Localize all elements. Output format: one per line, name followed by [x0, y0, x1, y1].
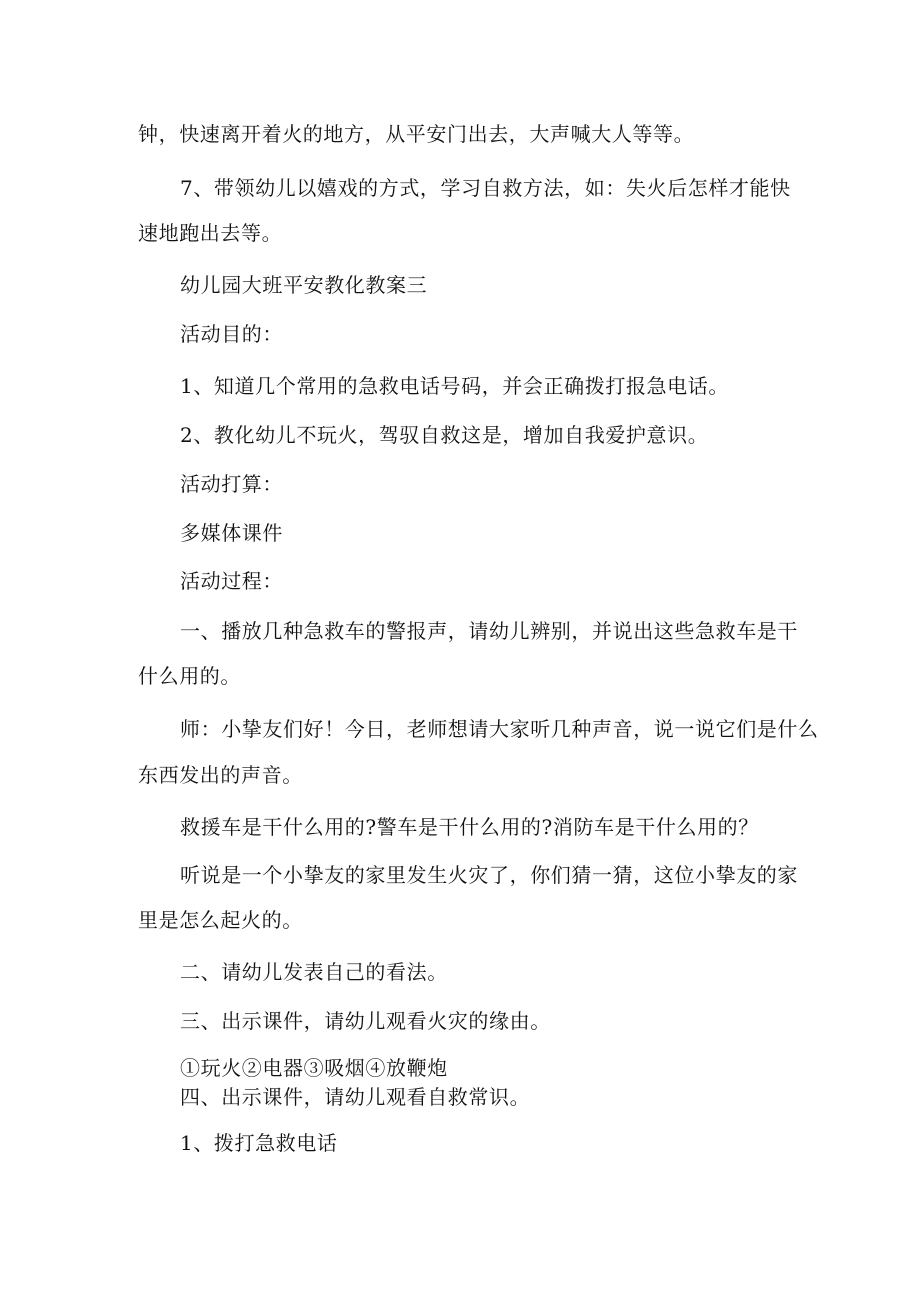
text-line: 听说是一个小挚友的家里发生火灾了，你们猜一猜，这位小挚友的家 — [180, 863, 798, 887]
text-line: 速地跑出去等。 — [138, 221, 283, 245]
text-line: 里是怎么起火的。 — [138, 908, 303, 932]
text-line: 活动目的： — [180, 322, 283, 346]
text-line: 7、带领幼儿以嬉戏的方式，学习自救方法，如：失火后怎样才能快 — [180, 176, 791, 200]
text-line: 师：小挚友们好！今日，老师想请大家听几种声音，说一说它们是什么 — [180, 717, 819, 741]
text-line: 三、出示课件，请幼儿观看火灾的缘由。 — [180, 1009, 551, 1033]
text-line: 东西发出的声音。 — [138, 763, 303, 787]
text-line: ①玩火②电器③吸烟④放鞭炮 — [180, 1056, 448, 1080]
text-line: 1、知道几个常用的急救电话号码，并会正确拨打报急电话。 — [180, 374, 729, 398]
text-line: 二、请幼儿发表自己的看法。 — [180, 960, 448, 984]
text-line: 四、出示课件，请幼儿观看自救常识。 — [180, 1085, 531, 1109]
section-heading: 幼儿园大班平安教化教案三 — [180, 273, 428, 297]
text-line: 2、教化幼儿不玩火，驾驭自救这是，增加自我爱护意识。 — [180, 423, 709, 447]
text-line: 什么用的。 — [138, 664, 241, 688]
text-line: 1、拨打急救电话 — [180, 1131, 338, 1155]
text-line: 多媒体课件 — [180, 521, 283, 545]
text-line: 钟，快速离开着火的地方，从平安门出去，大声喊大人等等。 — [138, 122, 695, 146]
text-line: 救援车是干什么用的?警车是干什么用的?消防车是干什么用的？ — [180, 815, 759, 839]
text-line: 一、播放几种急救车的警报声，请幼儿辨别，并说出这些急救车是干 — [180, 619, 798, 643]
text-line: 活动打算： — [180, 472, 283, 496]
text-line: 活动过程： — [180, 569, 283, 593]
